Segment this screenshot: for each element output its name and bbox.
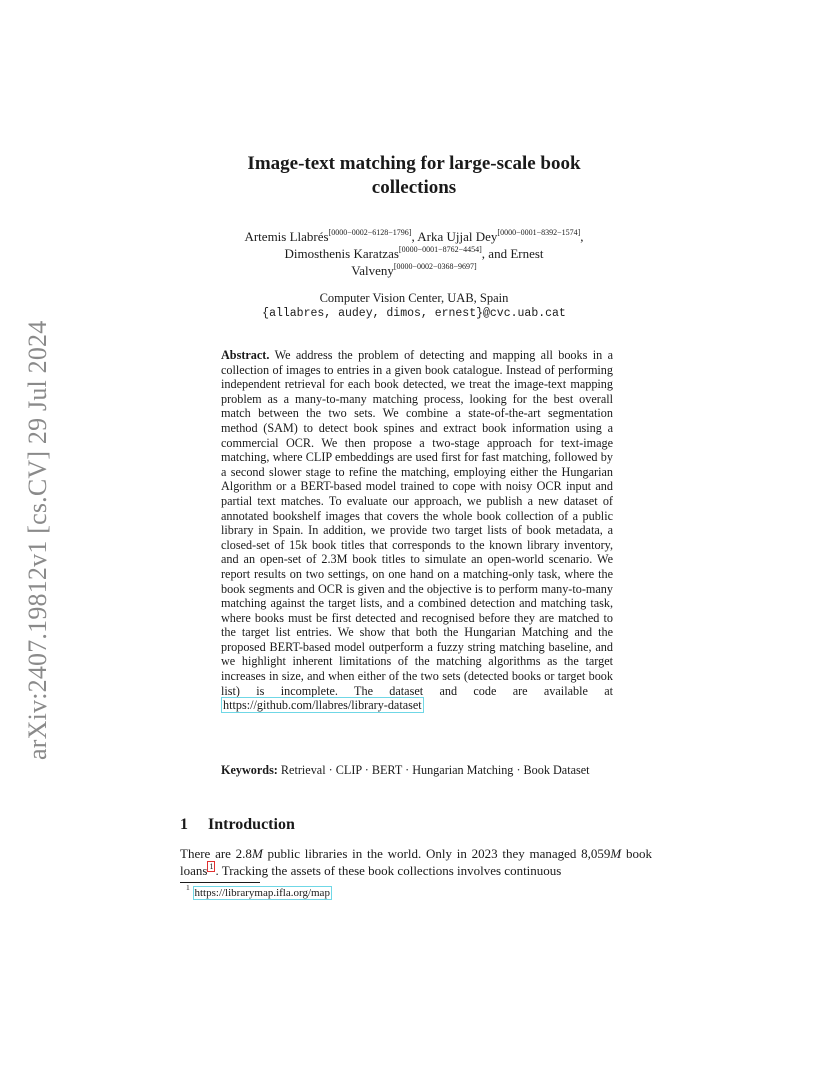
title-line-1: Image-text matching for large-scale book (247, 153, 581, 174)
math-symbol: M (610, 846, 622, 861)
arxiv-stamp: arXiv:2407.19812v1 [cs.CV] 29 Jul 2024 (23, 320, 52, 760)
dataset-link[interactable]: https://github.com/llabres/library-dataset (223, 698, 422, 713)
author-line-3 (180, 262, 648, 279)
intro-text: . Tracking the assets of these book collections involves continuous (215, 863, 562, 878)
section-title: Introduction (208, 816, 295, 833)
orcid-id: [0000−0001−8762−4454] (398, 244, 482, 254)
title-line-2: collections (371, 177, 457, 198)
intro-text: There are 2.8 (180, 846, 252, 861)
orcid-id: [0000−0002−6128−1796] (328, 227, 412, 237)
author-line-2 (180, 245, 648, 262)
section-heading (180, 815, 295, 835)
author-conjunction: , and Ernest (481, 246, 544, 261)
section-number: 1 (180, 816, 188, 833)
author-name: Artemis Llabrés (244, 229, 329, 244)
footnote-number: 1 (186, 883, 190, 893)
keywords (221, 763, 613, 778)
abstract-text: We address the problem of detecting and mapping all books in a collection of images to entries in a given book catalogue. Instead of performing independent retrieval for each book detected, we treat the image-text mapping problem as a many-to-many matching process, looking for the best overall match between the two sets. We combine a state-of-the-art segmentation method (SAM) to detect book spines and extract book information using a commercial OCR. We then propose a two-stage approach for text-image matching, where CLIP embeddings are used first for fast matching, followed by a second slower stage to refine the matching, employing either the Hungarian Algorithm or a BERT-based model trained to cope with noisy OCR input and partial text matches. To evaluate our approach, we publish a new dataset of annotated bookshelf images that covers the whole book collection of a public library in Spain. In addition, we provide two target lists of book metadata, a closed-set of 15k book titles that corresponds to the known library inventory, and an open-set of 2.3M book titles to simulate an open-world scenario. We report results on two settings, on one hand on a matching-only task, where the book segments and OCR is given and the objective is to perform many-to-many matching against the target lists, and a combined detection and matching task, where books must be first detected and recognised before they are matched to the target list entries. We show that both the Hungarian Matching and the proposed BERT-based model outperform a fuzzy string matching baseline, and we highlight inherent limitations of the matching algorithms as the target increases in size, and when either of the two sets (detected books or target book list) is incomplete. The dataset and code are available at (221, 348, 614, 698)
author-name: Valveny (351, 263, 394, 278)
author-name: Arka Ujjal Dey (417, 229, 498, 244)
orcid-id: [0000−0001−8392−1574] (497, 227, 581, 237)
intro-text: public libraries in the world. Only in 2023 they managed 8,059 (262, 846, 611, 861)
abstract-label: Abstract. (221, 348, 270, 362)
author-list (180, 228, 648, 279)
keywords-text: Retrieval · CLIP · BERT · Hungarian Matching · Book Dataset (280, 763, 590, 777)
affiliation: Computer Vision Center, UAB, Spain (319, 291, 509, 305)
keywords-label: Keywords: (221, 763, 278, 777)
intro-paragraph (180, 845, 652, 879)
paper-title (150, 152, 678, 200)
author-name: Dimosthenis Karatzas (284, 246, 399, 261)
author-line-1: Artemis Llabrés[0000−0002−6128−1796], Arka Ujjal Dey[0000−0001−8392−1574], (244, 227, 584, 244)
math-symbol: M (251, 846, 263, 861)
footnote (186, 883, 332, 900)
orcid-id: [0000−0002−0368−9697] (393, 261, 477, 271)
footnote-link[interactable]: https://librarymap.ifla.org/map (194, 887, 330, 899)
intro-text: book loans (180, 846, 653, 878)
abstract (221, 348, 613, 713)
footnote-marker[interactable]: 1 (209, 861, 214, 871)
affiliation-block (180, 290, 648, 322)
footnote-rule (180, 882, 260, 883)
author-emails: {allabres, audey, dimos, ernest}@cvc.uab.cat (262, 307, 566, 320)
